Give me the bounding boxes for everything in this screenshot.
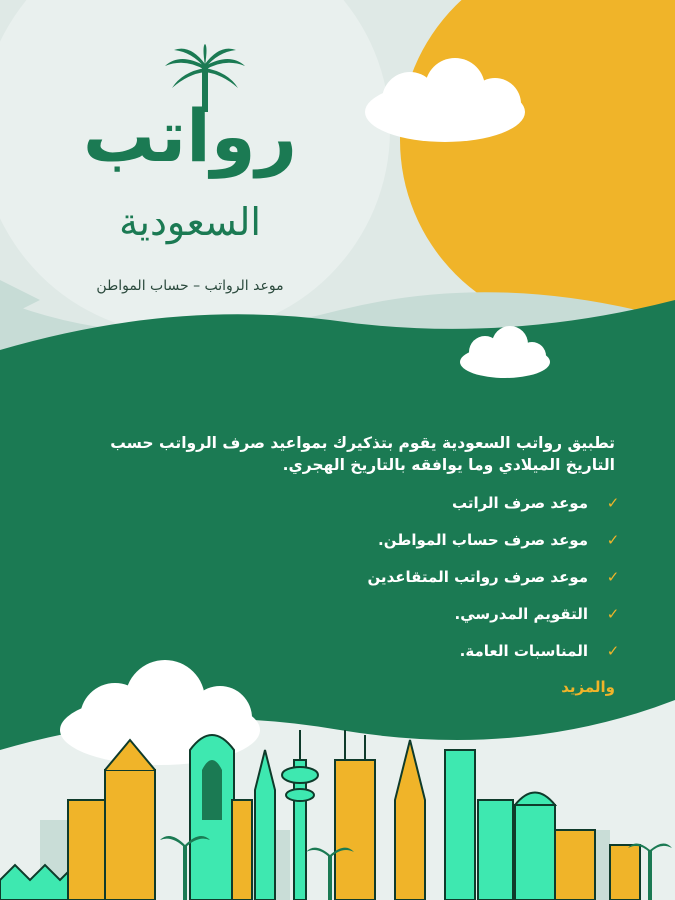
feature-label: موعد صرف رواتب المتقاعدين [367,567,588,586]
list-item [300,595,620,632]
feature-list [300,484,620,669]
feature-label: المناسبات العامة. [459,641,588,660]
check-icon: ✓ [606,493,620,512]
intro-text: تطبيق رواتب السعودية يقوم بتذكيرك بمواعيد صرف الرواتب حسب التاريخ الميلادي وما يوافقه بالتاريخ الهجري. [110,434,615,475]
feature-label: التقويم المدرسي. [454,604,588,623]
check-icon: ✓ [606,567,620,586]
list-item [300,521,620,558]
check-icon: ✓ [606,641,620,660]
check-icon: ✓ [606,530,620,549]
list-item [300,484,620,521]
feature-label: موعد صرف الراتب [451,493,588,512]
list-item [300,632,620,669]
logo-title: رواتب [82,94,298,178]
list-item [300,558,620,595]
check-icon: ✓ [606,604,620,623]
tagline: موعد الرواتب – حساب المواطن [96,278,284,294]
more-label: والمزيد [561,678,615,696]
city-skyline-illustration [0,680,675,900]
logo-subtitle: السعودية [119,200,261,244]
feature-label: موعد صرف حساب المواطن. [378,530,588,549]
